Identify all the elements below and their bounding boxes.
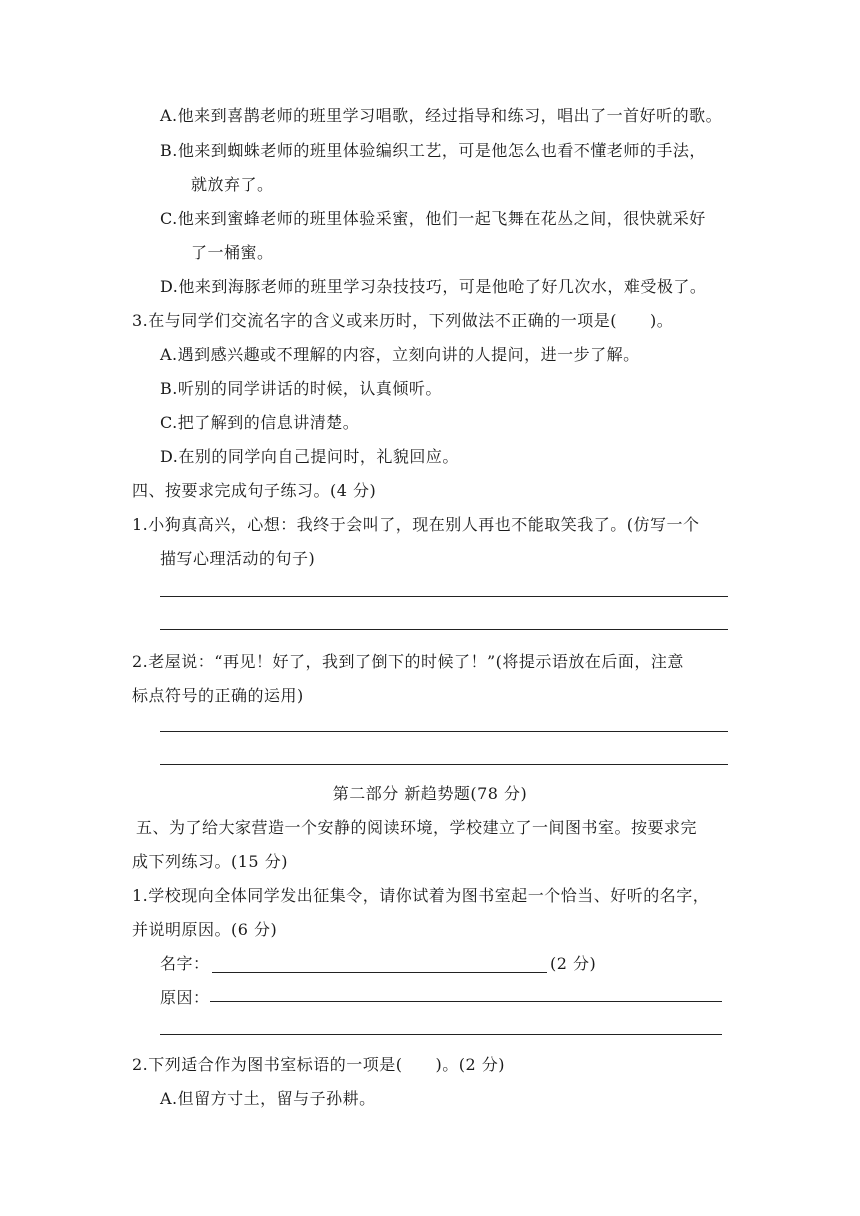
q2-option-b-line1: B.他来到蜘蛛老师的班里体验编织工艺，可是他怎么也看不懂老师的手法，: [160, 141, 706, 160]
name-label: 名字：: [160, 954, 210, 973]
q3-option-a: A.遇到感兴趣或不理解的内容，立刻向讲的人提问，进一步了解。: [160, 345, 640, 364]
section5-heading-line1: 五、为了给大家营造一个安静的阅读环境，学校建立了一间图书室。按要求完: [136, 818, 698, 837]
q2-option-b-line2: 就放弃了。: [191, 175, 274, 194]
s5-q1-line1: 1.学校现向全体同学发出征集令，请你试着为图书室起一个恰当、好听的名字，: [132, 886, 710, 905]
reason-answer-line-2[interactable]: [160, 1034, 722, 1035]
section5-heading-line2: 成下列练习。(15 分): [132, 852, 288, 871]
q2-option-d: D.他来到海豚老师的班里学习杂技技巧，可是他呛了好几次水，难受极了。: [160, 277, 707, 296]
q2-option-a: A.他来到喜鹊老师的班里学习唱歌，经过指导和练习，唱出了一首好听的歌。: [160, 106, 723, 125]
reason-label: 原因：: [160, 988, 210, 1007]
s4-q1-answer-line-1[interactable]: [160, 596, 728, 597]
s4-q1-answer-line-2[interactable]: [160, 629, 728, 630]
q2-option-c-line1: C.他来到蜜蜂老师的班里体验采蜜，他们一起飞舞在花丛之间，很快就采好: [160, 209, 706, 228]
q3-stem: 3.在与同学们交流名字的含义或来历时，下列做法不正确的一项是( )。: [132, 311, 674, 330]
s4-q2-line2: 标点符号的正确的运用): [132, 686, 304, 705]
q3-option-d: D.在别的同学向自己提问时，礼貌回应。: [160, 447, 459, 466]
s4-q2-answer-line-1[interactable]: [160, 731, 728, 732]
q2-option-c-line2: 了一桶蜜。: [191, 243, 274, 262]
section4-heading: 四、按要求完成句子练习。(4 分): [132, 481, 377, 500]
q3-option-c: C.把了解到的信息讲清楚。: [160, 413, 360, 432]
s4-q2-answer-line-2[interactable]: [160, 764, 728, 765]
s4-q1-line1: 1.小狗真高兴，心想：我终于会叫了，现在别人再也不能取笑我了。(仿写一个: [132, 515, 700, 534]
part2-title: 第二部分 新趋势题(78 分): [332, 784, 528, 803]
s4-q2-line1: 2.老屋说：“再见！好了，我到了倒下的时候了！”(将提示语放在后面，注意: [132, 652, 684, 671]
name-answer-line[interactable]: [212, 972, 547, 973]
s5-q2-stem: 2.下列适合作为图书室标语的一项是( )。(2 分): [132, 1055, 506, 1074]
s5-q1-line2: 并说明原因。(6 分): [132, 920, 278, 939]
s5-q2-option-a: A.但留方寸土，留与子孙耕。: [160, 1089, 376, 1108]
q3-option-b: B.听别的同学讲话的时候，认真倾听。: [160, 379, 442, 398]
name-points: (2 分): [550, 954, 597, 973]
reason-answer-line-1[interactable]: [210, 1001, 722, 1002]
s4-q1-line2: 描写心理活动的句子): [160, 549, 316, 568]
